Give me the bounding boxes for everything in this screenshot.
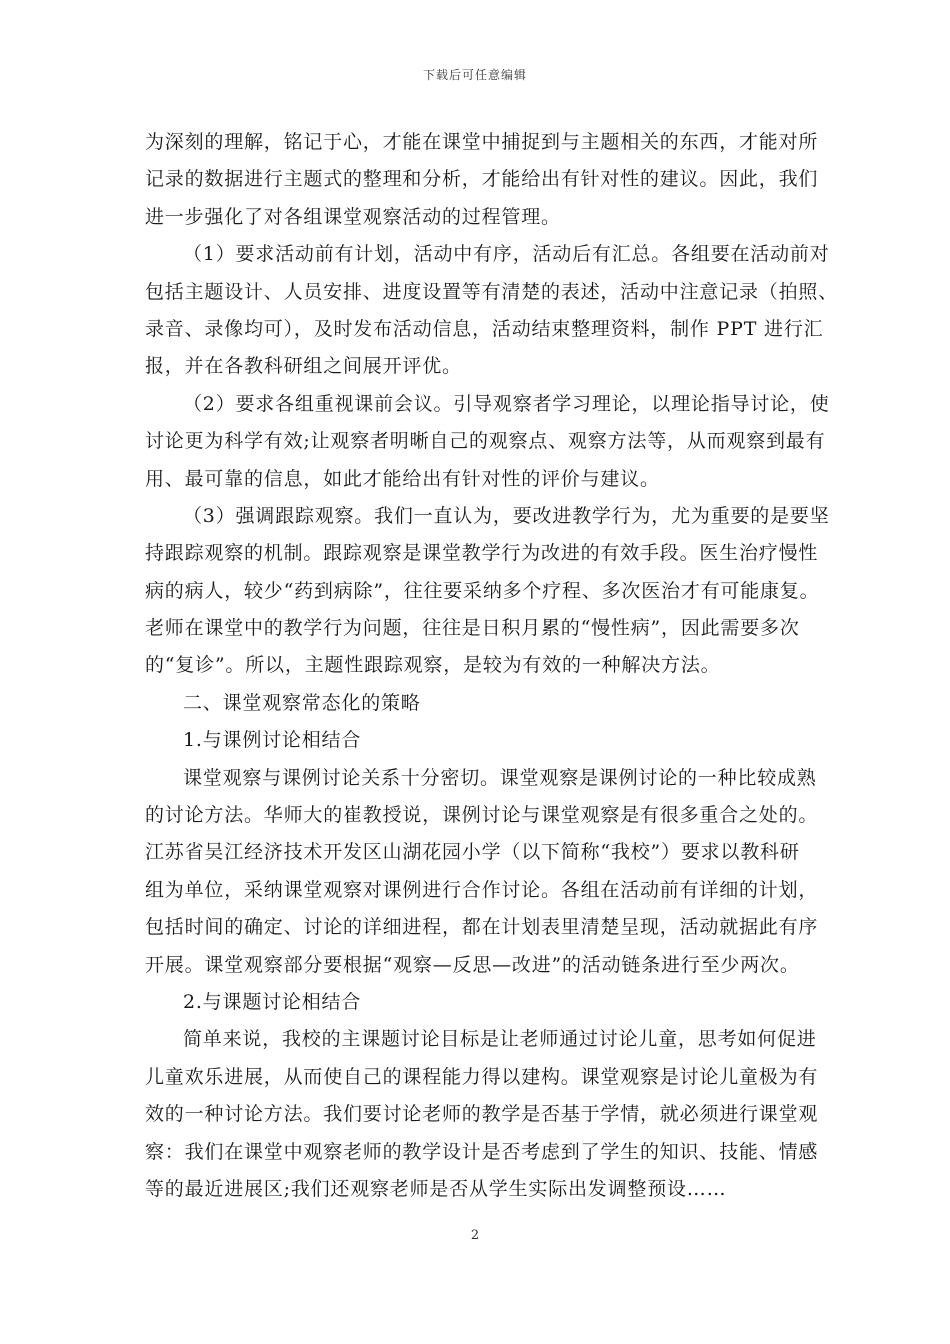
text-line: 开展。课堂观察部分要根据“观察—反思—改进”的活动链条进行至少两次。 — [145, 953, 800, 976]
text-line: 为深刻的理解，铭记于心，才能在课堂中捕捉到与主题相关的东西，才能对所 — [145, 131, 819, 153]
text-line: 记录的数据进行主题式的整理和分析，才能给出有针对性的建议。因此，我们 — [145, 168, 819, 191]
document-body — [145, 124, 839, 1208]
text-line: 察：我们在课堂中观察老师的教学设计是否考虑到了学生的知识、技能、情感 — [145, 1140, 819, 1163]
paragraph-start-line: 简单来说，我校的主课题讨论目标是让老师通过讨论儿童，思考如何促进 — [183, 1028, 817, 1051]
paragraph-start-line: 课堂观察与课例讨论关系十分密切。课堂观察是课例讨论的一种比较成熟 — [183, 766, 817, 789]
paragraph-start-line: （2）要求各组重视课前会议。引导观察者学习理论，以理论指导讨论，使 — [183, 392, 830, 415]
text-line: 包括主题设计、人员安排、进度设置等有清楚的表述，活动中注意记录（拍照、 — [145, 280, 839, 303]
text-line: 效的一种讨论方法。我们要讨论老师的教学是否基于学情，就必须进行课堂观 — [145, 1103, 819, 1126]
paragraph-start-line: （3）强调跟踪观察。我们一直认为，要改进教学行为，尤为重要的是要坚 — [183, 504, 830, 527]
text-line: 病的病人，较少“药到病除”，往往要采纳多个疗程、多次医治才有可能康复。 — [145, 579, 820, 602]
text-line: 报，并在各教科研组之间展开评优。 — [145, 355, 462, 378]
text-line: 包括时间的确定、讨论的详细进程，都在计划表里清楚呈现，活动就据此有序 — [145, 916, 819, 939]
page-number: 2 — [470, 1228, 480, 1243]
text-line: 江苏省吴江经济技术开发区山湖花园小学（以下简称“我校”）要求以教科研 — [145, 841, 800, 864]
subsection-heading: 1.与课例讨论相结合 — [183, 729, 362, 752]
text-line: 老师在课堂中的教学行为问题，往往是日积月累的“慢性病”，因此需要多次 — [145, 617, 800, 640]
text-line: 讨论更为科学有效;让观察者明晰自己的观察点、观察方法等，从而观察到最有 — [145, 430, 826, 453]
subsection-heading: 2.与课题讨论相结合 — [183, 990, 362, 1013]
text-line: 进一步强化了对各组课堂观察活动的过程管理。 — [145, 205, 561, 228]
text-line: 的“复诊”。所以，主题性跟踪观察，是较为有效的一种解决方法。 — [145, 654, 721, 677]
paragraph-start-line: （1）要求活动前有计划，活动中有序，活动后有汇总。各组要在活动前对 — [183, 243, 830, 266]
text-line: 组为单位，采纳课堂观察对课例进行合作讨论。各组在活动前有详细的计划， — [145, 878, 819, 901]
text-line: 录音、录像均可），及时发布活动信息，活动结束整理资料，制作 PPT 进行汇 — [145, 317, 824, 340]
page-header: 下载后可任意编辑 — [422, 68, 527, 82]
text-line: 用、最可靠的信息，如此才能给出有针对性的评价与建议。 — [145, 467, 660, 490]
text-line: 等的最近进展区;我们还观察老师是否从学生实际出发调整预设…… — [145, 1177, 727, 1200]
section-heading: 二、课堂观察常态化的策略 — [183, 691, 421, 714]
text-line: 的讨论方法。华师大的崔教授说，课例讨论与课堂观察是有很多重合之处的。 — [145, 804, 819, 827]
text-line: 持跟踪观察的机制。跟踪观察是课堂教学行为改进的有效手段。医生治疗慢性 — [145, 542, 819, 565]
text-line: 儿童欢乐进展，从而使自己的课程能力得以建构。课堂观察是讨论儿童极为有 — [145, 1065, 819, 1088]
